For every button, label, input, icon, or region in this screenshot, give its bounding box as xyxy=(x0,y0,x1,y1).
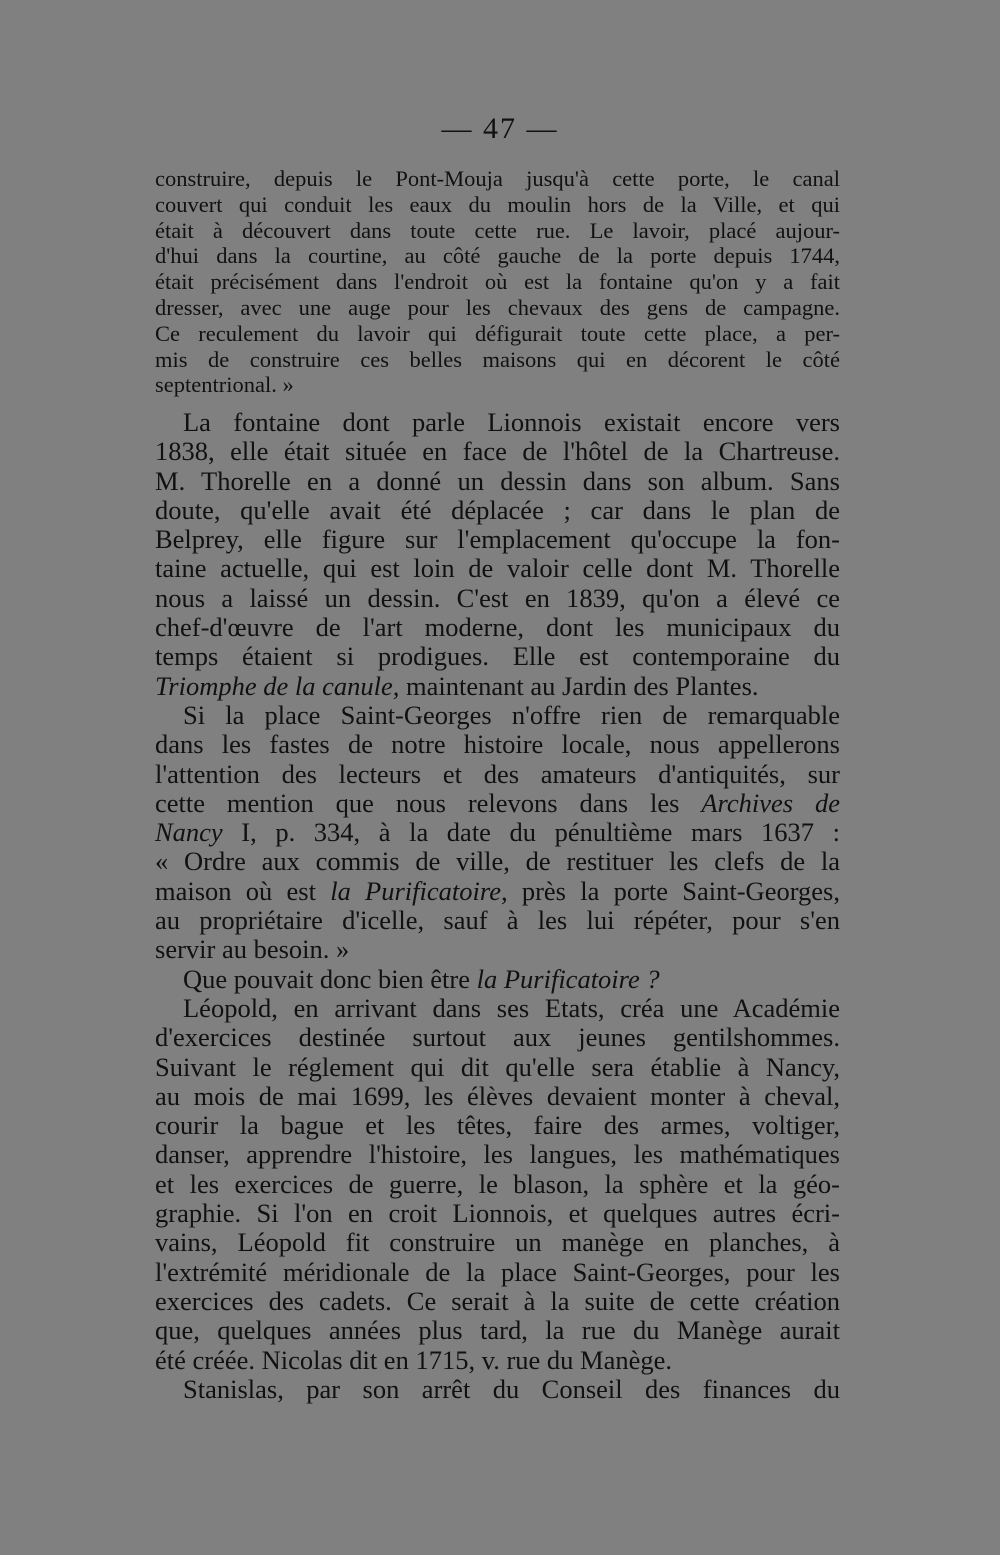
text-line: Si la place Saint-Georges n'offre rien de remarquable xyxy=(183,699,840,730)
text-line: La fontaine dont parle Lionnois existait encore vers xyxy=(183,407,840,437)
text-segment: maintenant au Jardin des Plantes. xyxy=(399,670,759,701)
text-line: que, quelques années plus tard, la rue du Manège aurait xyxy=(155,1315,840,1346)
text-segment: cette mention que nous relevons dans les xyxy=(155,787,702,818)
text-segment: I, p. 334, à la date du pénultième mars 1637 : xyxy=(222,817,840,848)
text-segment: près la porte Saint-Georges, xyxy=(507,875,840,906)
text-line xyxy=(155,877,840,906)
italic-title: Archives de xyxy=(701,787,840,818)
text-line: vains, Léopold fit construire un manège en planches, à xyxy=(155,1227,840,1258)
italic-title: Triomphe de la canule, xyxy=(155,670,400,701)
text-line: Léopold, en arrivant dans ses Etats, créa une Académie xyxy=(183,992,840,1023)
text-line: et les exercices de guerre, le blason, la sphère et la géo- xyxy=(155,1168,840,1199)
text-line xyxy=(155,965,840,994)
text-line xyxy=(155,818,840,847)
text-line: doute, qu'elle avait été déplacée ; car dans le plan de xyxy=(155,494,840,525)
italic-title: la Purificatoire, xyxy=(330,875,508,906)
text-line: Belprey, elle figure sur l'emplacement qu'occupe la fon- xyxy=(155,524,840,555)
quote-block xyxy=(155,166,840,398)
text-line: Suivant le réglement qui dit qu'elle sera établie à Nancy, xyxy=(155,1051,840,1082)
quote-line: mis de construire ces belles maisons qui en décorent le côté xyxy=(155,346,840,372)
page-number: — 47 — xyxy=(441,112,559,145)
text-line: exercices des cadets. Ce serait à la suite de cette création xyxy=(155,1285,840,1316)
text-line: temps étaient si prodigues. Elle est contemporaine du xyxy=(155,641,840,672)
text-line: au propriétaire d'icelle, sauf à les lui répéter, pour s'en xyxy=(155,905,840,936)
text-line: chef-d'œuvre de l'art moderne, dont les municipaux du xyxy=(155,612,840,643)
text-line: taine actuelle, qui est loin de valoir celle dont M. Thorelle xyxy=(155,553,840,584)
text-line: Stanislas, par son arrêt du Conseil des finances du xyxy=(183,1373,840,1404)
text-line: été créée. Nicolas dit en 1715, v. rue du Manège. xyxy=(155,1344,673,1375)
quote-line: septentrional. » xyxy=(155,372,294,398)
text-line: nous a laissé un dessin. C'est en 1839, qu'on a élevé ce xyxy=(155,582,840,613)
text-line xyxy=(155,672,840,701)
text-line: « Ordre aux commis de ville, de restituer les clefs de la xyxy=(155,846,840,877)
text-line: danser, apprendre l'histoire, les langues, les mathématiques xyxy=(155,1139,840,1170)
quote-line: couvert qui conduit les eaux du moulin hors de la Ville, et qui xyxy=(155,191,840,217)
quote-line: construire, depuis le Pont-Mouja jusqu'à cette porte, le canal xyxy=(155,166,840,191)
text-line: au mois de mai 1699, les élèves devaient monter à cheval, xyxy=(155,1080,840,1111)
text-line: courir la bague et les têtes, faire des armes, voltiger, xyxy=(155,1110,840,1141)
text-segment: Que pouvait donc bien être xyxy=(183,963,477,994)
text-line: 1838, elle était située en face de l'hôtel de la Chartreuse. xyxy=(155,436,840,467)
paragraph-fontaine xyxy=(155,408,840,1404)
text-line: graphie. Si l'on en croit Lionnois, et quelques autres écri- xyxy=(155,1198,840,1229)
quote-line: Ce reculement du lavoir qui défigurait toute cette place, a per- xyxy=(155,320,840,346)
quote-line: d'hui dans la courtine, au côté gauche de la porte depuis 1744, xyxy=(155,243,840,269)
text-line xyxy=(155,789,840,818)
quote-line: était précisément dans l'endroit où est la fontaine qu'on y a fait xyxy=(155,269,840,295)
text-line: l'attention des lecteurs et des amateurs d'antiquités, sur xyxy=(155,758,840,789)
text-line: dans les fastes de notre histoire locale, nous appellerons xyxy=(155,729,840,760)
quote-line: était à découvert dans toute cette rue. Le lavoir, placé aujour- xyxy=(155,217,840,243)
text-line: l'extrémité méridionale de la place Saint-Georges, pour les xyxy=(155,1256,840,1287)
text-line: M. Thorelle en a donné un dessin dans son album. Sans xyxy=(155,465,840,496)
quote-line: dresser, avec une auge pour les chevaux des gens de campagne. xyxy=(155,294,840,320)
italic-title: la Purificatoire ? xyxy=(476,963,660,994)
text-line: d'exercices destinée surtout aux jeunes gentilshommes. xyxy=(155,1022,840,1053)
text-segment: maison où est xyxy=(155,875,331,906)
italic-title: Nancy xyxy=(155,817,223,848)
text-line: servir au besoin. » xyxy=(155,934,350,965)
